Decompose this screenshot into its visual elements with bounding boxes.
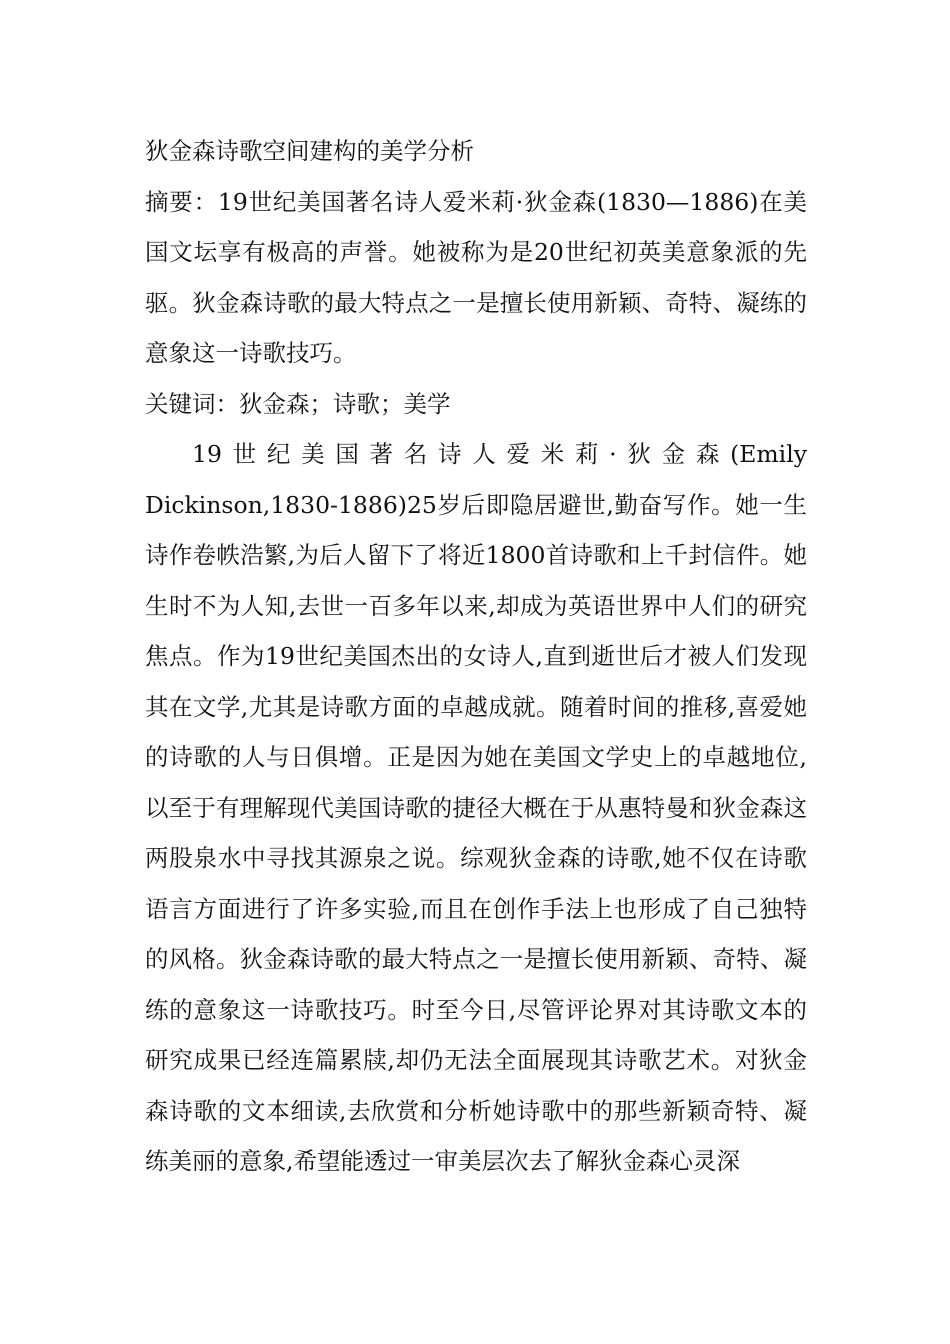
document-title: 狄金森诗歌空间建构的美学分析	[145, 137, 474, 165]
document-page	[145, 126, 807, 1187]
body-paragraph: 19世纪美国著名诗人爱米莉·狄金森(Emily Dickinson,1830-1886)25岁后即隐居避世,勤奋写作。她一生诗作卷帙浩繁,为后人留下了将近1800首诗歌和上千封信件。她生时不为人知,去世一百多年以来,却成为英语世界中人们的研究焦点。作为19世纪美国杰出的女诗人,直到逝世后才被人们发现其在文学,尤其是诗歌方面的卓越成就。随着时间的推移,喜爱她的诗歌的人与日俱增。正是因为她在美国文学史上的卓越地位,以至于有理解现代美国诗歌的捷径大概在于从惠特曼和狄金森这两股泉水中寻找其源泉之说。综观狄金森的诗歌,她不仅在诗歌语言方面进行了许多实验,而且在创作手法上也形成了自己独特的风格。狄金森诗歌的最大特点之一是擅长使用新颖、奇特、凝练的意象这一诗歌技巧。时至今日,尽管评论界对其诗歌文本的研究成果已经连篇累牍,却仍无法全面展现其诗歌艺术。对狄金森诗歌的文本细读,去欣赏和分析她诗歌中的那些新颖奇特、凝练美丽的意象,希望能透过一审美层次去了解狄金森心灵深	[145, 440, 807, 1175]
keywords-line: 关键词：狄金森；诗歌；美学	[145, 389, 451, 418]
abstract-paragraph: 摘要：19世纪美国著名诗人爱米莉·狄金森(1830—1886)在美国文坛享有极高的声誉。她被称为是20世纪初英美意象派的先驱。狄金森诗歌的最大特点之一是擅长使用新颖、奇特、凝练的意象这一诗歌技巧。	[145, 187, 807, 367]
